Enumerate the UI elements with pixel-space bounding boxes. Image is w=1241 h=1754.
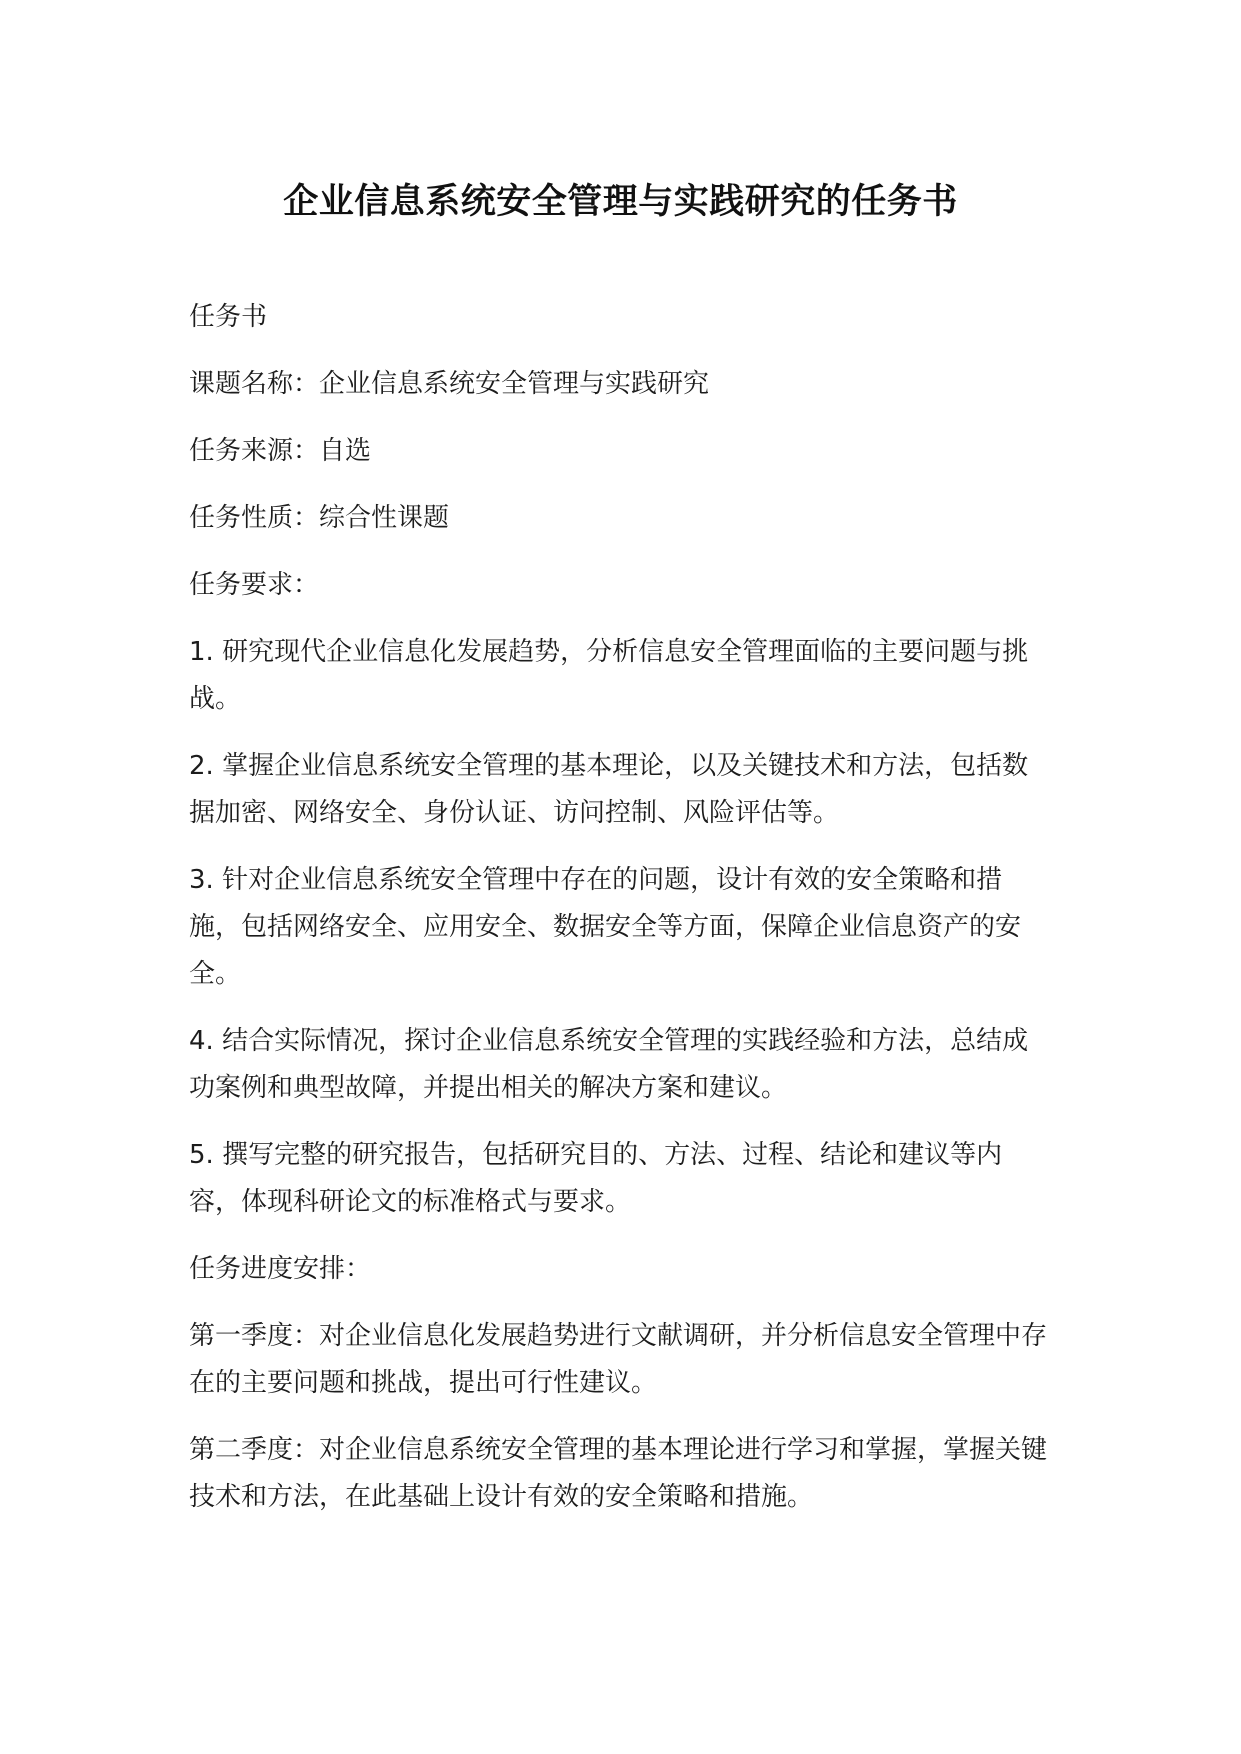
document-body	[189, 294, 1051, 1541]
paragraph-schedule-q2: 第二季度：对企业信息系统安全管理的基本理论进行学习和掌握，掌握关键技术和方法，在此基础上设计有效的安全策略和措施。	[189, 1435, 1048, 1512]
paragraph-task-nature: 任务性质：综合性课题	[189, 503, 450, 533]
paragraph-topic-name: 课题名称：企业信息系统安全管理与实践研究	[189, 369, 710, 399]
paragraph-heading: 任务书	[189, 302, 268, 332]
paragraph-requirement-1: 1. 研究现代企业信息化发展趋势，分析信息安全管理面临的主要问题与挑战。	[189, 637, 1029, 714]
paragraph-task-source: 任务来源：自选	[189, 436, 372, 466]
paragraph-requirement-2: 2. 掌握企业信息系统安全管理的基本理论，以及关键技术和方法，包括数据加密、网络安全、身份认证、访问控制、风险评估等。	[189, 751, 1029, 828]
paragraph-requirement-3: 3. 针对企业信息系统安全管理中存在的问题，设计有效的安全策略和措施，包括网络安全、应用安全、数据安全等方面，保障企业信息资产的安全。	[189, 865, 1022, 989]
paragraph-requirements-heading: 任务要求：	[189, 570, 320, 600]
paragraph-schedule-q1: 第一季度：对企业信息化发展趋势进行文献调研，并分析信息安全管理中存在的主要问题和挑战，提出可行性建议。	[189, 1321, 1048, 1398]
paragraph-schedule-heading: 任务进度安排：	[189, 1254, 372, 1284]
document-title: 企业信息系统安全管理与实践研究的任务书	[283, 182, 958, 222]
paragraph-requirement-5: 5. 撰写完整的研究报告，包括研究目的、方法、过程、结论和建议等内容，体现科研论文的标准格式与要求。	[189, 1140, 1003, 1217]
paragraph-requirement-4: 4. 结合实际情况，探讨企业信息系统安全管理的实践经验和方法，总结成功案例和典型故障，并提出相关的解决方案和建议。	[189, 1026, 1029, 1103]
